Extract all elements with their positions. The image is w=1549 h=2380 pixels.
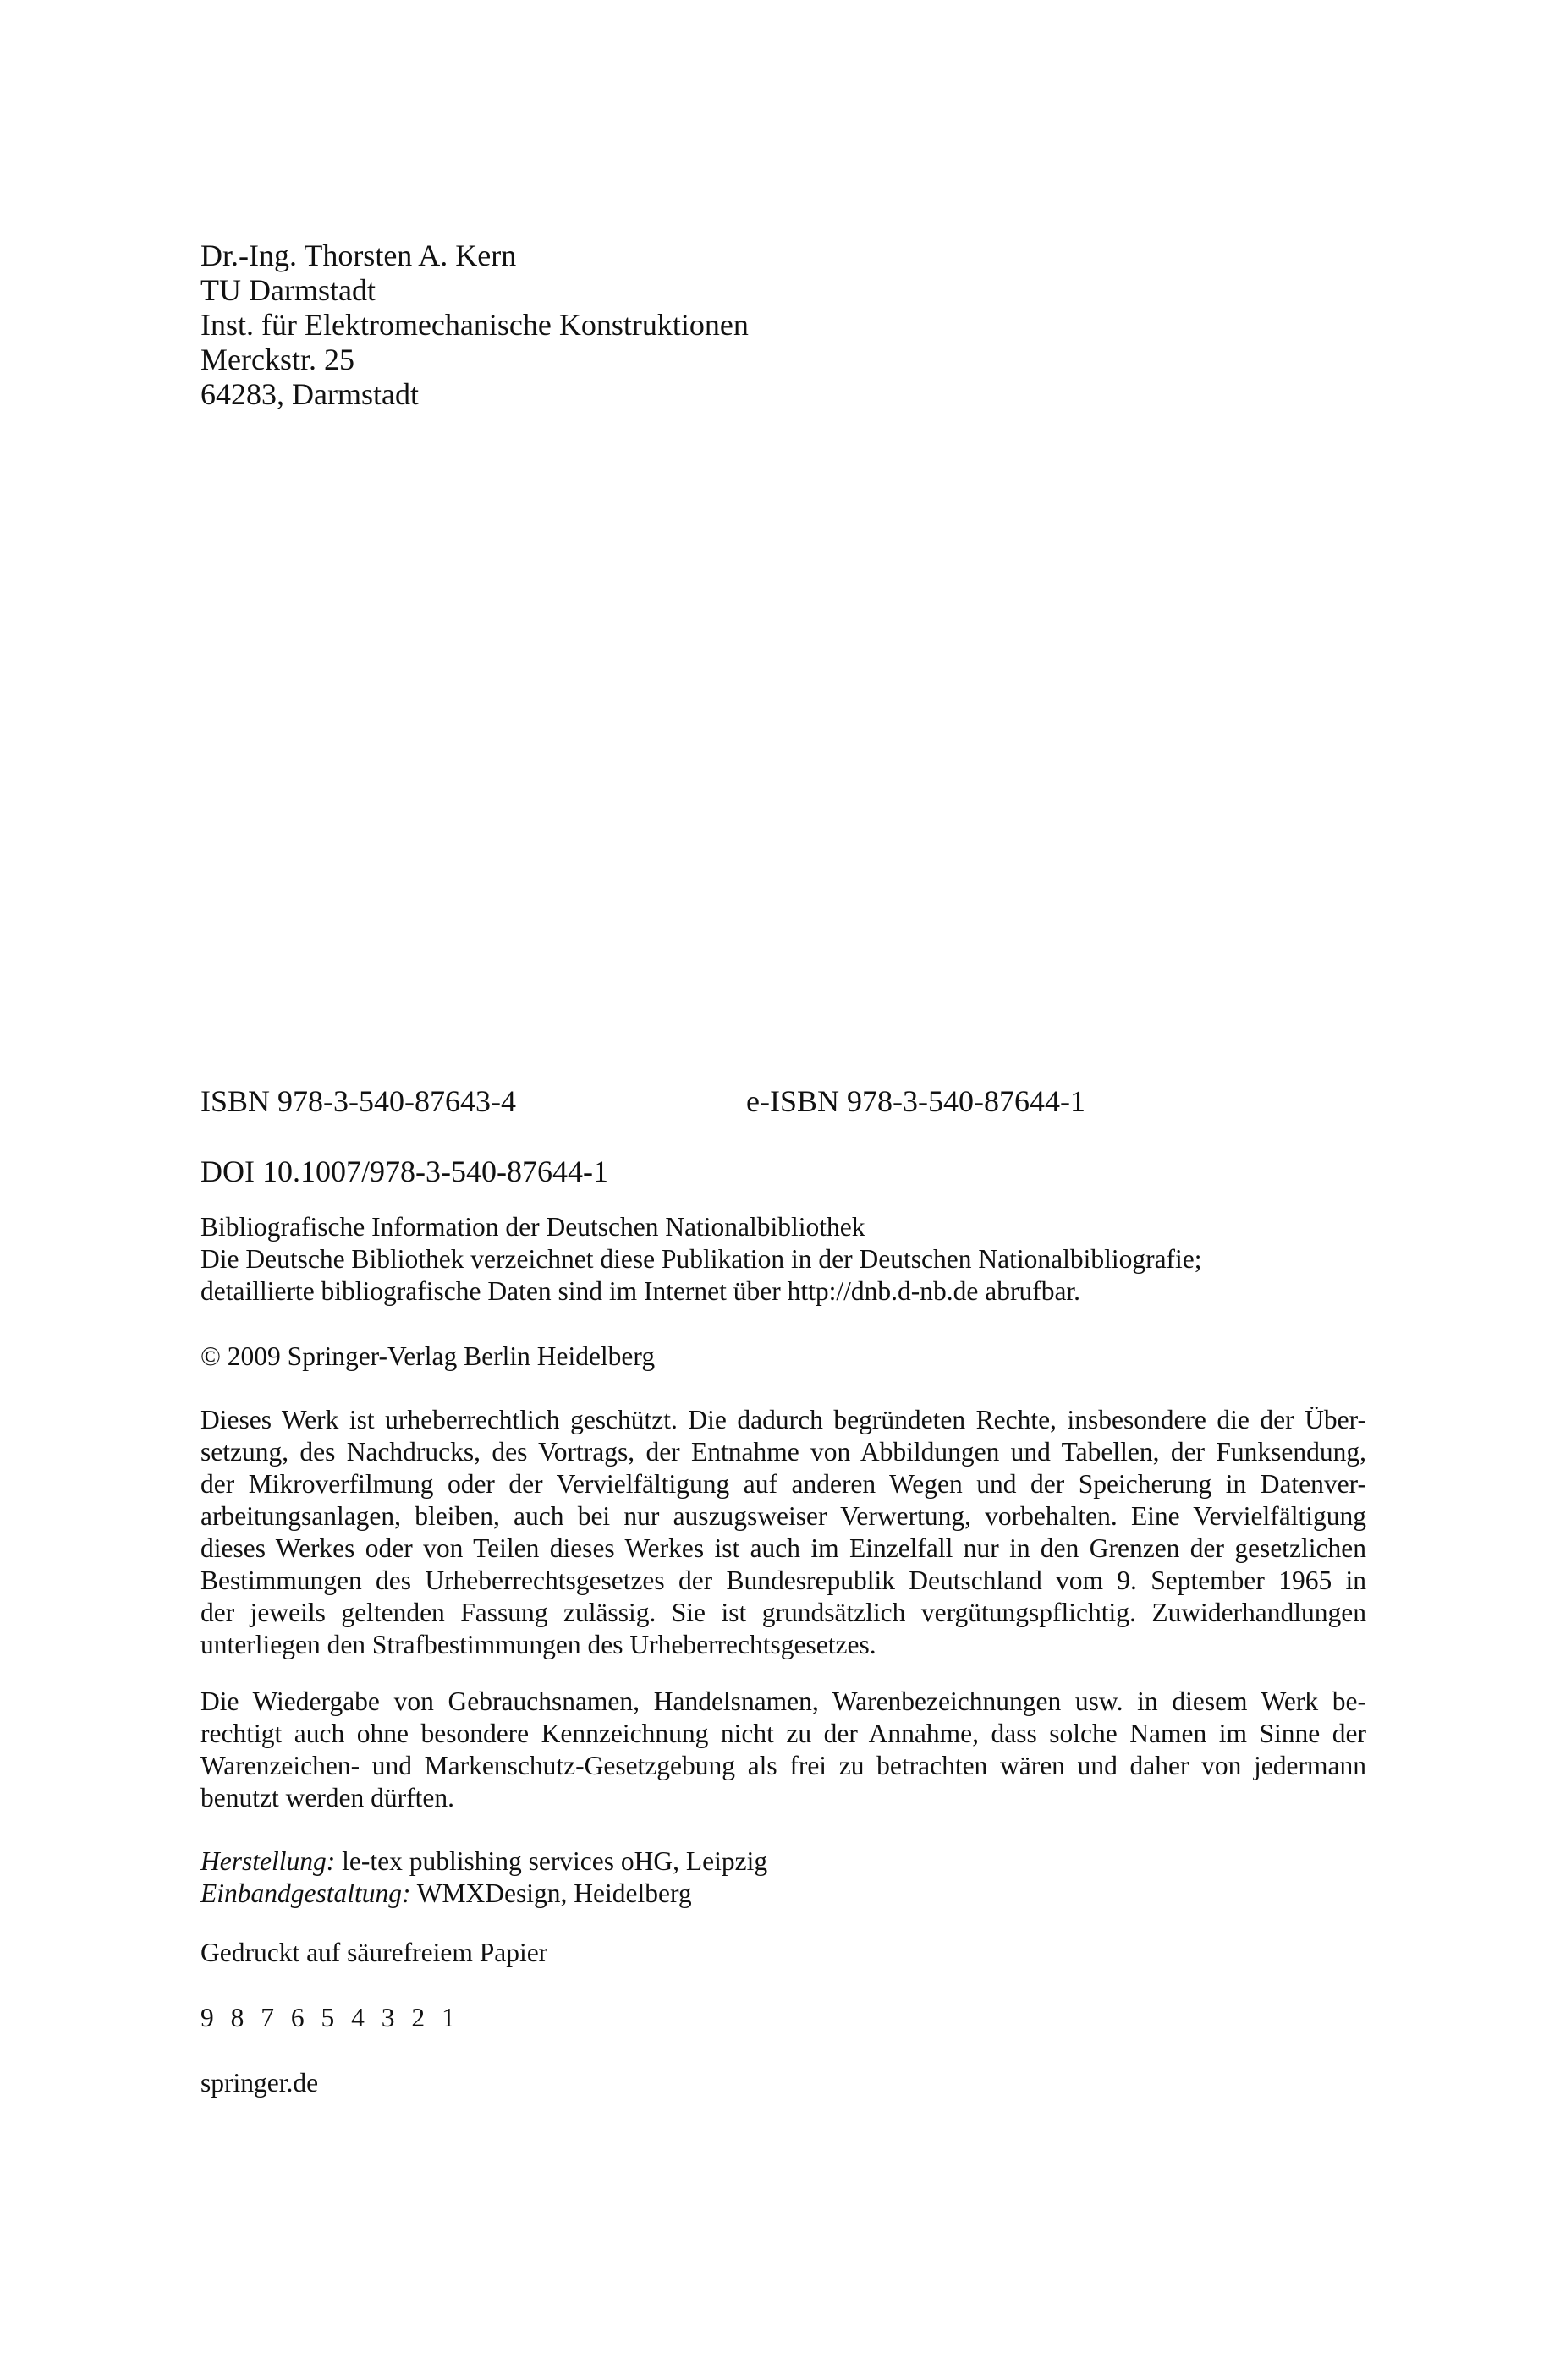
rights-line: der jeweils geltenden Fassung zulässig. Sie ist grundsätzlich vergütungspflichtig. Zuwiderhandlungen bbox=[200, 1598, 1366, 1627]
production-value: le-tex publishing services oHG, Leipzig bbox=[335, 1846, 768, 1876]
print-line-text: 9 8 7 6 5 4 3 2 1 bbox=[200, 2003, 460, 2032]
city: 64283, Darmstadt bbox=[200, 377, 419, 411]
rights-line: der Mikroverfilmung oder der Vervielfältigung auf anderen Wegen und der Speicherung in Datenver- bbox=[200, 1469, 1366, 1499]
rights-line: Bestimmungen des Urheberrechtsgesetzes der Bundesrepublik Deutschland vom 9. September 1965 in bbox=[200, 1566, 1366, 1595]
paper-note-text: Gedruckt auf säurefreiem Papier bbox=[200, 1938, 548, 1967]
biblio-line-3: detaillierte bibliografische Daten sind im Internet über http://dnb.d-nb.de abrufbar. bbox=[200, 1276, 1081, 1306]
rights-line: unterliegen den Strafbestimmungen des Urheberrechtsgesetzes. bbox=[200, 1630, 876, 1659]
isbn-row bbox=[200, 1083, 1368, 1120]
website-text: springer.de bbox=[200, 2068, 319, 2098]
author-name: Dr.-Ing. Thorsten A. Kern bbox=[200, 239, 517, 272]
print-line bbox=[200, 2002, 1368, 2034]
isbn: ISBN 978-3-540-87643-4 bbox=[200, 1084, 516, 1118]
trademark-line: Die Wiedergabe von Gebrauchsnamen, Handelsnamen, Warenbezeichnungen usw. in diesem Werk be- bbox=[200, 1686, 1366, 1716]
production-label: Herstellung: bbox=[200, 1846, 336, 1876]
trademark-line: rechtigt auch ohne besondere Kennzeichnung nicht zu der Annahme, dass solche Namen im Sinne der bbox=[200, 1719, 1366, 1748]
cover-design-label: Einbandgestaltung: bbox=[200, 1878, 411, 1908]
bibliographic-info bbox=[200, 1211, 1368, 1308]
trademark-line: benutzt werden dürften. bbox=[200, 1783, 455, 1812]
author-address bbox=[200, 239, 1368, 412]
rights-line: setzung, des Nachdrucks, des Vortrags, der Entnahme von Abbildungen und Tabellen, der Funksendung, bbox=[200, 1437, 1366, 1467]
production-line-1 bbox=[200, 1845, 1368, 1878]
rights-line: dieses Werkes oder von Teilen dieses Werkes ist auch im Einzelfall nur in den Grenzen der gesetzlichen bbox=[200, 1533, 1366, 1563]
cover-design-value: WMXDesign, Heidelberg bbox=[410, 1878, 692, 1908]
trademark-line: Warenzeichen- und Markenschutz-Gesetzgebung als frei zu betrachten wären und daher von jedermann bbox=[200, 1751, 1366, 1780]
publisher-website bbox=[200, 2067, 1368, 2099]
e-isbn: e-ISBN 978-3-540-87644-1 bbox=[746, 1084, 1085, 1118]
rights-paragraph bbox=[200, 1404, 1366, 1661]
doi bbox=[200, 1153, 1368, 1190]
doi-text: DOI 10.1007/978-3-540-87644-1 bbox=[200, 1154, 608, 1188]
production-line-2 bbox=[200, 1878, 1368, 1910]
rights-line: arbeitungsanlagen, bleiben, auch bei nur auszugsweiser Verwertung, vorbehalten. Eine Vervielfältigung bbox=[200, 1501, 1366, 1531]
biblio-line-1: Bibliografische Information der Deutschen Nationalbibliothek bbox=[200, 1212, 865, 1242]
paper-note bbox=[200, 1937, 1368, 1969]
copyright-notice bbox=[200, 1341, 1368, 1373]
university: TU Darmstadt bbox=[200, 273, 376, 307]
production-credits bbox=[200, 1845, 1368, 1910]
street: Merckstr. 25 bbox=[200, 343, 354, 376]
biblio-line-2: Die Deutsche Bibliothek verzeichnet diese Publikation in der Deutschen Nationalbibliografie; bbox=[200, 1244, 1202, 1274]
copyright-text: © 2009 Springer-Verlag Berlin Heidelberg bbox=[200, 1341, 656, 1371]
trademark-paragraph bbox=[200, 1686, 1366, 1814]
rights-line: Dieses Werk ist urheberrechtlich geschützt. Die dadurch begründeten Rechte, insbesondere die der Über- bbox=[200, 1405, 1366, 1434]
institute: Inst. für Elektromechanische Konstruktionen bbox=[200, 308, 749, 342]
